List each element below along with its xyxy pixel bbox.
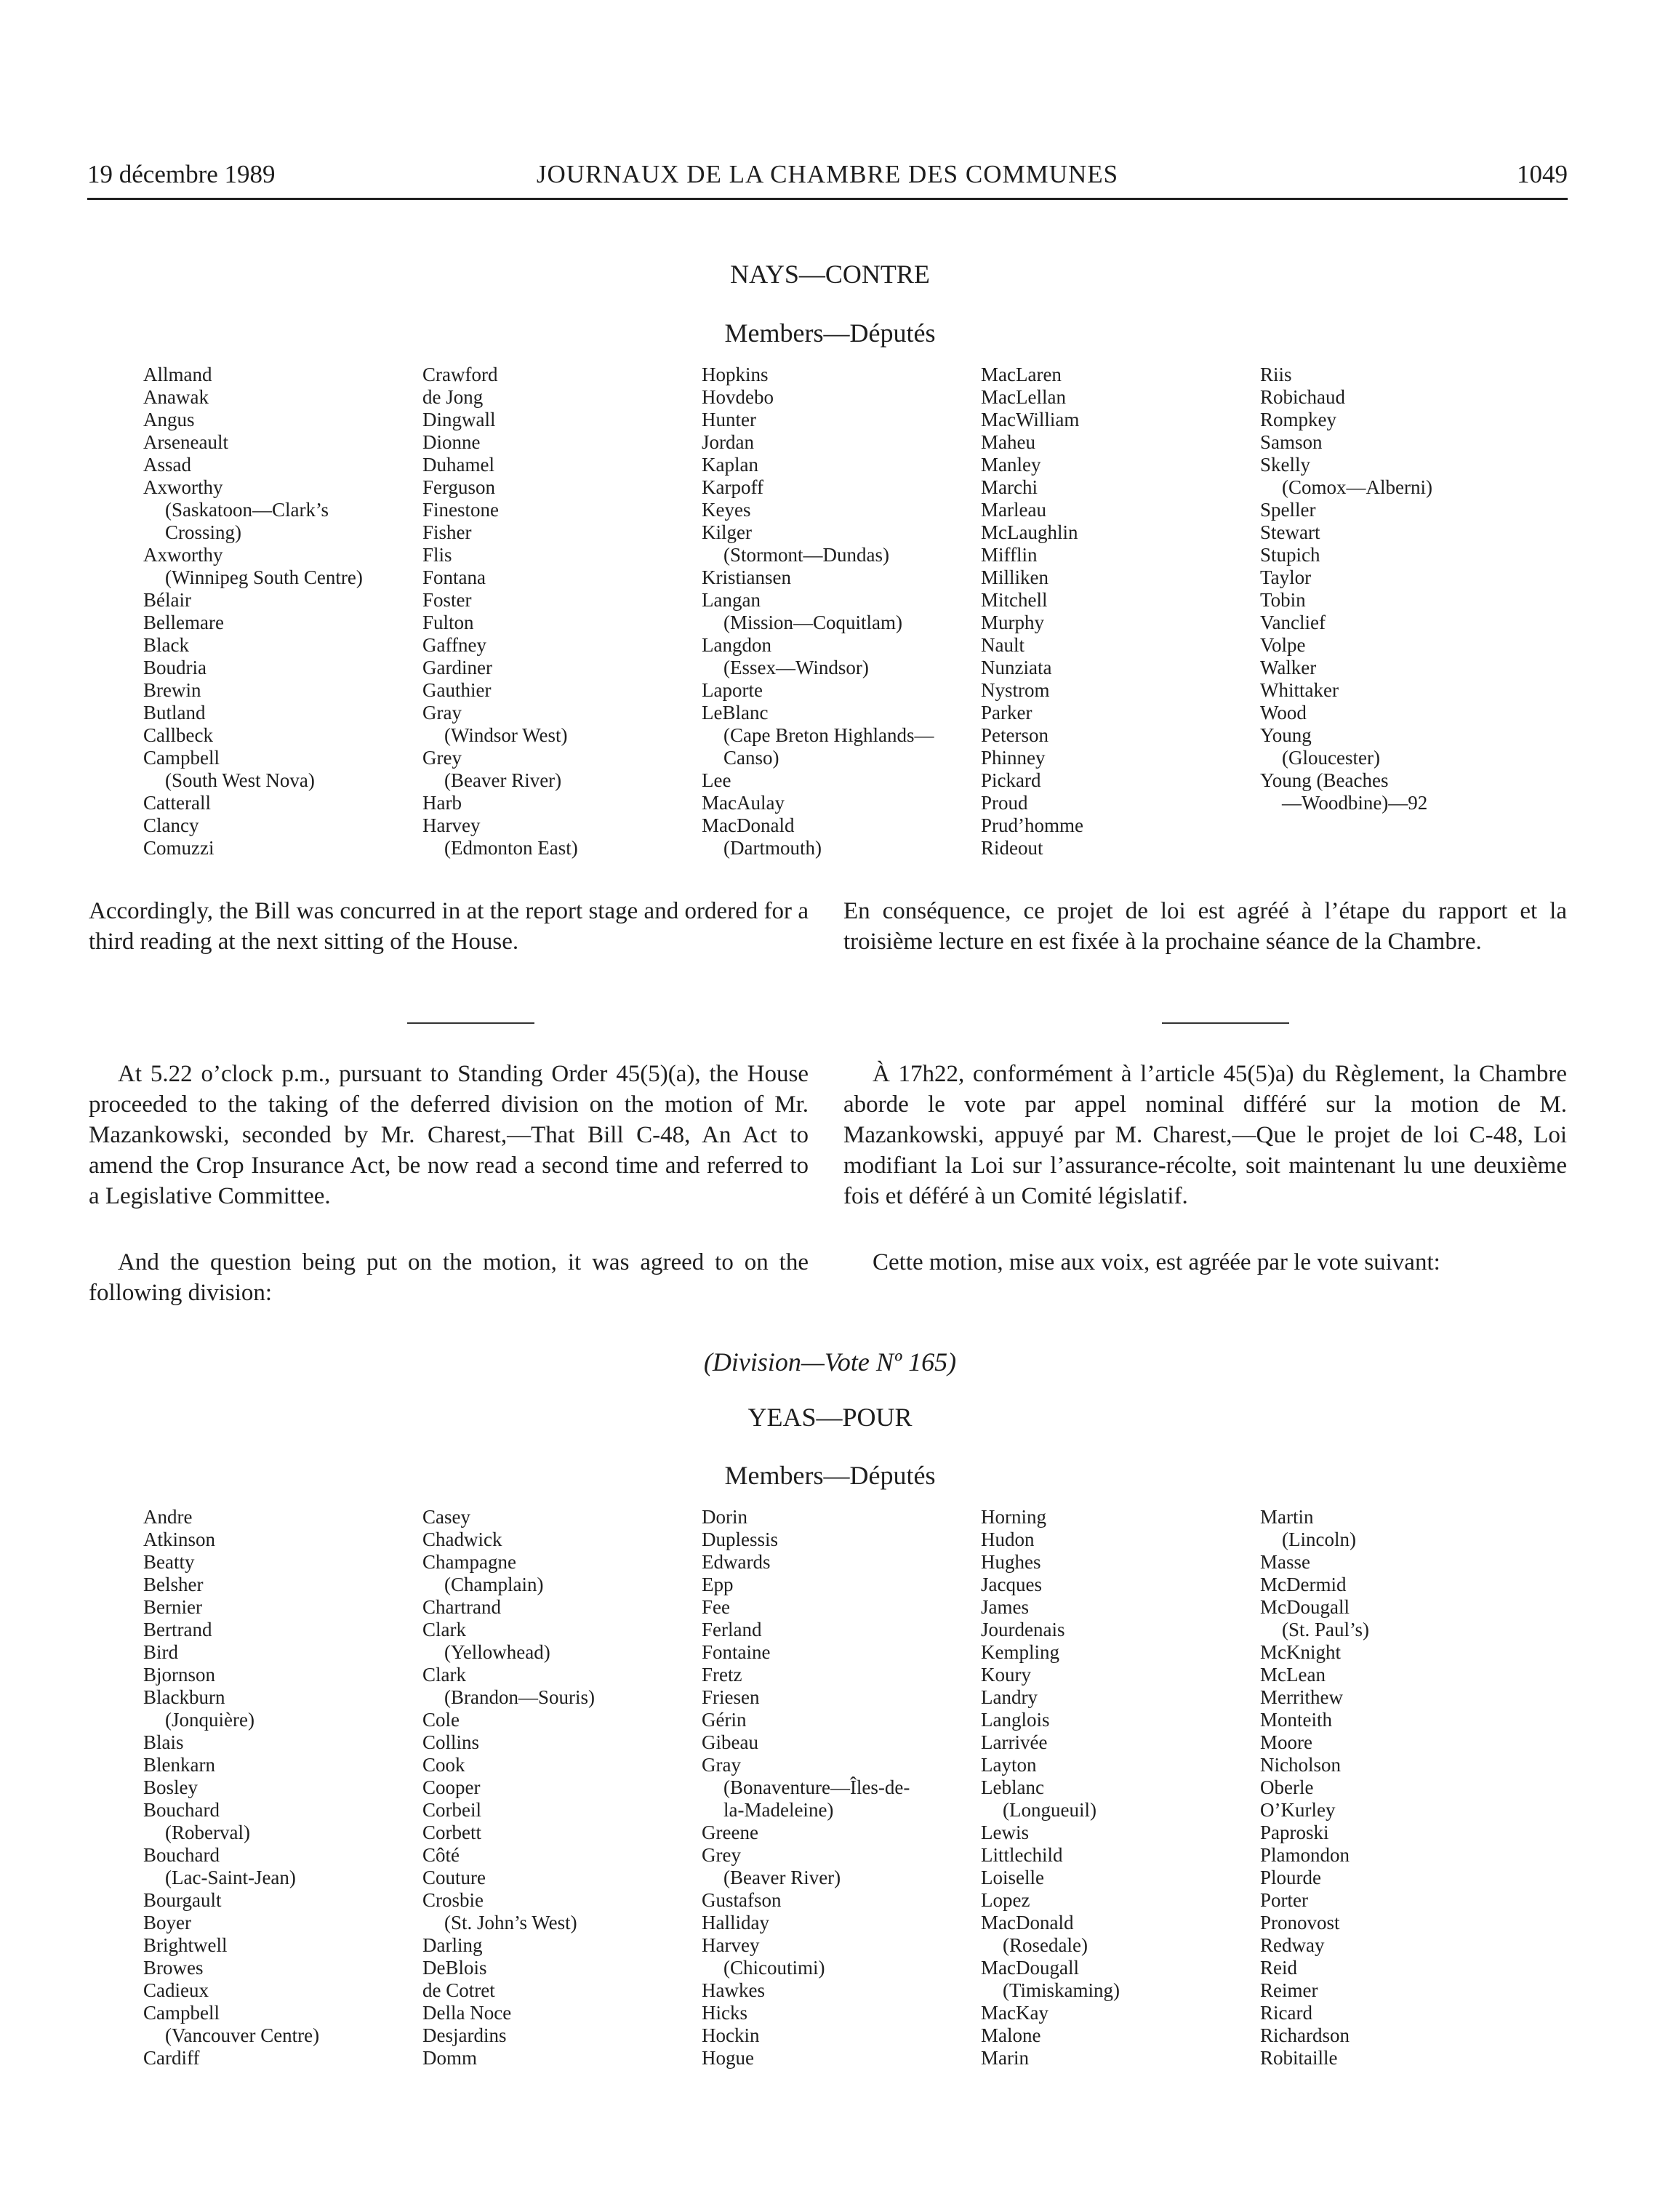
paragraph-fr-question: Cette motion, mise aux voix, est agréée par le vote suivant: — [873, 1249, 1440, 1275]
member-name: Bjornson — [143, 1664, 216, 1686]
member-name: Darling — [422, 1934, 483, 1956]
member-name: Cardiff — [143, 2047, 200, 2069]
member-name: Hicks — [702, 2002, 747, 2024]
member-name: Bouchard — [143, 1799, 220, 1821]
member-name: (Edmonton East) — [444, 837, 578, 859]
member-name: (Essex—Windsor) — [723, 657, 869, 678]
member-name: Loiselle — [981, 1867, 1044, 1888]
member-name: Richardson — [1260, 2024, 1350, 2046]
member-name: Crosbie — [422, 1889, 484, 1911]
member-name: (Lincoln) — [1282, 1528, 1356, 1550]
member-name: O’Kurley — [1260, 1799, 1336, 1821]
member-name: Jacques — [981, 1574, 1042, 1595]
member-name: Lopez — [981, 1889, 1030, 1911]
member-name: Jourdenais — [981, 1619, 1065, 1640]
member-name: Gaffney — [422, 634, 486, 656]
member-name: Crossing) — [165, 521, 242, 543]
member-name: Axworthy — [143, 544, 223, 566]
member-name: (Brandon—Souris) — [444, 1686, 595, 1708]
member-name: Porter — [1260, 1889, 1308, 1911]
member-name: Plourde — [1260, 1867, 1321, 1888]
member-name: Della Noce — [422, 2002, 512, 2024]
member-name: Bouchard — [143, 1844, 220, 1866]
member-name: (Mission—Coquitlam) — [723, 612, 903, 633]
member-name: Edwards — [702, 1551, 771, 1573]
member-name: Butland — [143, 702, 206, 724]
member-name: de Cotret — [422, 1979, 495, 2001]
member-name: Cole — [422, 1709, 460, 1731]
member-name: MacLaren — [981, 364, 1062, 385]
member-name: Campbell — [143, 2002, 220, 2024]
member-name: Angus — [143, 409, 195, 430]
member-name: Clark — [422, 1664, 466, 1686]
header-page-number: 1049 — [1517, 160, 1568, 188]
member-name: Chadwick — [422, 1528, 502, 1550]
member-name: Stupich — [1260, 544, 1320, 566]
member-name: Koury — [981, 1664, 1031, 1686]
yeas-column — [1260, 1506, 1539, 2069]
member-name: Nunziata — [981, 657, 1052, 678]
member-name: Gérin — [702, 1709, 747, 1731]
member-name: McLean — [1260, 1664, 1326, 1686]
member-name: Andre — [143, 1506, 193, 1528]
member-name: (Lac-Saint-Jean) — [165, 1867, 296, 1888]
member-name: Reid — [1260, 1957, 1297, 1979]
member-name: Kristiansen — [702, 566, 791, 588]
member-name: MacAulay — [702, 792, 785, 814]
member-name: Walker — [1260, 657, 1317, 678]
member-name: Kempling — [981, 1641, 1059, 1663]
member-name: Moore — [1260, 1731, 1312, 1753]
member-name: Champagne — [422, 1551, 516, 1573]
member-name: (Chicoutimi) — [723, 1957, 825, 1979]
member-name: Redway — [1260, 1934, 1325, 1956]
member-name: Hughes — [981, 1551, 1041, 1573]
yeas-subheading: Members—Députés — [724, 1461, 936, 1490]
member-name: (Gloucester) — [1282, 747, 1380, 769]
member-name: Hunter — [702, 409, 756, 430]
member-name: Harb — [422, 792, 462, 814]
member-name: Dionne — [422, 431, 481, 453]
member-name: (Bonaventure—Îles-de- — [723, 1776, 910, 1798]
member-name: Duplessis — [702, 1528, 779, 1550]
member-name: Layton — [981, 1754, 1037, 1776]
member-name: McDougall — [1260, 1596, 1350, 1618]
member-name: Kilger — [702, 521, 752, 543]
member-name: Pickard — [981, 769, 1041, 791]
member-name: Corbett — [422, 1822, 481, 1843]
member-name: Hovdebo — [702, 386, 774, 408]
member-name: MacWilliam — [981, 409, 1080, 430]
member-name: (South West Nova) — [165, 769, 315, 791]
member-name: Prud’homme — [981, 814, 1083, 836]
member-name: Larrivée — [981, 1731, 1048, 1753]
nays-heading: NAYS—CONTRE — [730, 260, 930, 289]
member-name: Grey — [422, 747, 462, 769]
member-name: Martin — [1260, 1506, 1314, 1528]
member-name: Keyes — [702, 499, 751, 521]
member-name: Robitaille — [1260, 2047, 1338, 2069]
member-name: James — [981, 1596, 1029, 1618]
member-name: (Stormont—Dundas) — [723, 544, 889, 566]
member-name: Samson — [1260, 431, 1323, 453]
nays-member-list — [143, 364, 1539, 859]
member-name: Bird — [143, 1641, 179, 1663]
member-name: (Winnipeg South Centre) — [165, 566, 363, 588]
member-name: Plamondon — [1260, 1844, 1350, 1866]
member-name: Brewin — [143, 679, 201, 701]
member-name: Lewis — [981, 1822, 1029, 1843]
member-name: Anawak — [143, 386, 209, 408]
member-name: Oberle — [1260, 1776, 1314, 1798]
member-name: (Jonquière) — [165, 1709, 254, 1731]
member-name: Clark — [422, 1619, 466, 1640]
member-name: Wood — [1260, 702, 1307, 724]
member-name: Robichaud — [1260, 386, 1345, 408]
member-name: de Jong — [422, 386, 484, 408]
member-name: (Champlain) — [444, 1574, 544, 1595]
page-header — [87, 160, 1568, 200]
member-name: (Beaver River) — [723, 1867, 841, 1888]
member-name: Langdon — [702, 634, 771, 656]
yeas-heading: YEAS—POUR — [747, 1403, 913, 1432]
member-name: Jordan — [702, 431, 754, 453]
section-divider-left — [407, 1022, 534, 1024]
member-name: Black — [143, 634, 189, 656]
nays-column — [143, 364, 422, 859]
member-name: Brightwell — [143, 1934, 228, 1956]
member-name: Cadieux — [143, 1979, 209, 2001]
member-name: Domm — [422, 2047, 478, 2069]
section-divider-right — [1162, 1022, 1289, 1024]
member-name: MacDougall — [981, 1957, 1079, 1979]
member-name: (Longueuil) — [1003, 1799, 1096, 1821]
member-name: Axworthy — [143, 476, 223, 498]
member-name: Whittaker — [1260, 679, 1339, 701]
member-name: Bourgault — [143, 1889, 222, 1911]
member-name: MacDonald — [981, 1912, 1074, 1934]
member-name: Foster — [422, 589, 472, 611]
member-name: Skelly — [1260, 454, 1311, 476]
member-name: Manley — [981, 454, 1041, 476]
member-name: Rideout — [981, 837, 1043, 859]
member-name: DeBlois — [422, 1957, 487, 1979]
member-name: MacDonald — [702, 814, 795, 836]
member-name: Paproski — [1260, 1822, 1329, 1843]
member-name: Comuzzi — [143, 837, 214, 859]
member-name: Casey — [422, 1506, 470, 1528]
member-name: Tobin — [1260, 589, 1306, 611]
member-name: Ferland — [702, 1619, 762, 1640]
member-name: Gauthier — [422, 679, 492, 701]
member-name: Assad — [143, 454, 191, 476]
header-title: JOURNAUX DE LA CHAMBRE DES COMMUNES — [536, 160, 1119, 188]
member-name: Boudria — [143, 657, 207, 678]
nays-column — [702, 364, 981, 859]
member-name: Parker — [981, 702, 1033, 724]
member-name: Belsher — [143, 1574, 204, 1595]
member-name: Cooper — [422, 1776, 481, 1798]
member-name: Flis — [422, 544, 452, 566]
member-name: Marin — [981, 2047, 1029, 2069]
paragraph-en-deferred-division: At 5.22 o’clock p.m., pursuant to Standing Order 45(5)(a), the House proceeded to the taking of the deferred division on the motion of Mr. Mazankowski, seconded by Mr. Charest,—That Bill C-48, An Act to amend the Crop Insurance Act, be now read a second time and referred to a Legislative Committee. — [89, 1061, 809, 1209]
member-name: Côté — [422, 1844, 460, 1866]
member-name: Malone — [981, 2024, 1041, 2046]
member-name: Reimer — [1260, 1979, 1318, 2001]
member-name: Chartrand — [422, 1596, 501, 1618]
member-name: Marchi — [981, 476, 1038, 498]
member-name: Atkinson — [143, 1528, 216, 1550]
member-name: Desjardins — [422, 2024, 507, 2046]
member-name: Blackburn — [143, 1686, 225, 1708]
member-name: (Roberval) — [165, 1822, 250, 1843]
member-name: Corbeil — [422, 1799, 481, 1821]
member-name: Proud — [981, 792, 1028, 814]
member-name: (Cape Breton Highlands— — [723, 724, 934, 746]
member-name: Langlois — [981, 1709, 1050, 1731]
member-name: (Timiskaming) — [1003, 1979, 1120, 2001]
member-name: Murphy — [981, 612, 1044, 633]
member-name: Browes — [143, 1957, 204, 1979]
member-name: Merrithew — [1260, 1686, 1343, 1708]
member-name: Bernier — [143, 1596, 202, 1618]
member-name: Gustafson — [702, 1889, 782, 1911]
member-name: Fisher — [422, 521, 472, 543]
member-name: Nystrom — [981, 679, 1050, 701]
member-name: Lee — [702, 769, 731, 791]
member-name: Grey — [702, 1844, 741, 1866]
member-name: Greene — [702, 1822, 758, 1843]
member-name: Hockin — [702, 2024, 760, 2046]
member-name: Fontaine — [702, 1641, 771, 1663]
member-name: Karpoff — [702, 476, 763, 498]
member-name: Cook — [422, 1754, 465, 1776]
member-name: Milliken — [981, 566, 1048, 588]
member-name: Bertrand — [143, 1619, 212, 1640]
member-name: (Yellowhead) — [444, 1641, 550, 1663]
member-name: Bélair — [143, 589, 191, 611]
member-name: Ferguson — [422, 476, 496, 498]
member-name: Laporte — [702, 679, 763, 701]
member-name: Clancy — [143, 814, 199, 836]
member-name: Finestone — [422, 499, 499, 521]
member-name: McKnight — [1260, 1641, 1341, 1663]
member-name: Horning — [981, 1506, 1046, 1528]
paragraph-en-question: And the question being put on the motion, it was agreed to on the following division: — [89, 1249, 809, 1306]
member-name: McLaughlin — [981, 521, 1078, 543]
member-name: Masse — [1260, 1551, 1310, 1573]
member-name: Mifflin — [981, 544, 1038, 566]
member-name: Catterall — [143, 792, 211, 814]
member-name: Pronovost — [1260, 1912, 1340, 1934]
member-name: —Woodbine)—92 — [1282, 792, 1428, 814]
yeas-member-list — [143, 1506, 1539, 2069]
yeas-column — [981, 1506, 1260, 2069]
member-name: Dorin — [702, 1506, 747, 1528]
header-date: 19 décembre 1989 — [87, 160, 276, 188]
member-name: Gray — [422, 702, 462, 724]
member-name: Canso) — [723, 747, 779, 769]
member-name: Bosley — [143, 1776, 199, 1798]
member-name: Dingwall — [422, 409, 496, 430]
member-name: Hopkins — [702, 364, 769, 385]
member-name: Gardiner — [422, 657, 492, 678]
member-name: Taylor — [1260, 566, 1312, 588]
member-name: Langan — [702, 589, 761, 611]
member-name: (Dartmouth) — [723, 837, 822, 859]
member-name: Beatty — [143, 1551, 195, 1573]
member-name: Rompkey — [1260, 409, 1336, 430]
member-name: Marleau — [981, 499, 1046, 521]
member-name: Hogue — [702, 2047, 754, 2069]
division-number: (Division—Vote Nº 165) — [703, 1347, 957, 1377]
member-name: Arseneault — [143, 431, 228, 453]
member-name: (St. John’s West) — [444, 1912, 577, 1934]
member-name: Vanclief — [1260, 612, 1326, 633]
member-name: Blais — [143, 1731, 184, 1753]
member-name: Riis — [1260, 364, 1292, 385]
member-name: Harvey — [422, 814, 481, 836]
member-name: Monteith — [1260, 1709, 1332, 1731]
yeas-column — [422, 1506, 702, 2069]
member-name: (Windsor West) — [444, 724, 568, 746]
member-name: Callbeck — [143, 724, 213, 746]
member-name: (Vancouver Centre) — [165, 2024, 320, 2046]
member-name: Blenkarn — [143, 1754, 215, 1776]
member-name: (Saskatoon—Clark’s — [165, 499, 329, 521]
member-name: Nault — [981, 634, 1025, 656]
member-name: Gray — [702, 1754, 741, 1776]
member-name: (St. Paul’s) — [1282, 1619, 1370, 1640]
member-name: Hudon — [981, 1528, 1035, 1550]
member-name: Bellemare — [143, 612, 224, 633]
member-name: Fee — [702, 1596, 730, 1618]
member-name: McDermid — [1260, 1574, 1347, 1595]
member-name: Gibeau — [702, 1731, 758, 1753]
yeas-column — [702, 1506, 981, 2069]
member-name: Friesen — [702, 1686, 760, 1708]
member-name: (Beaver River) — [444, 769, 562, 791]
paragraph-en-concurred: Accordingly, the Bill was concurred in at the report stage and ordered for a third reading at the next sitting of the House. — [89, 898, 809, 955]
member-name: Landry — [981, 1686, 1038, 1708]
paragraph-fr-deferred-division: À 17h22, conformément à l’article 45(5)a) du Règlement, la Chambre aborde le vote par appel nominal différé sur la motion de M. Mazankowski, appuyé par M. Charest,—Que le projet de loi C-48, Loi modifiant la Loi sur l’assurance-récolte, soit maintenant lu une deuxième fois et déféré à un Comité législatif. — [843, 1061, 1567, 1209]
member-name: Maheu — [981, 431, 1035, 453]
member-name: Fontana — [422, 566, 486, 588]
member-name: Epp — [702, 1574, 734, 1595]
yeas-column — [143, 1506, 422, 2069]
member-name: Leblanc — [981, 1776, 1044, 1798]
member-name: Young (Beaches — [1260, 769, 1389, 791]
member-name: (Rosedale) — [1003, 1934, 1088, 1956]
member-name: Fulton — [422, 612, 474, 633]
member-name: Fretz — [702, 1664, 742, 1686]
nays-column — [981, 364, 1260, 859]
member-name: Harvey — [702, 1934, 760, 1956]
member-name: Littlechild — [981, 1844, 1063, 1866]
member-name: Halliday — [702, 1912, 769, 1934]
member-name: Young — [1260, 724, 1312, 746]
member-name: Speller — [1260, 499, 1316, 521]
member-name: Mitchell — [981, 589, 1048, 611]
member-name: MacLellan — [981, 386, 1066, 408]
member-name: Campbell — [143, 747, 220, 769]
member-name: Couture — [422, 1867, 486, 1888]
member-name: Allmand — [143, 364, 212, 385]
member-name: Hawkes — [702, 1979, 765, 2001]
member-name: Crawford — [422, 364, 498, 385]
member-name: Duhamel — [422, 454, 494, 476]
nays-column — [422, 364, 702, 859]
member-name: Boyer — [143, 1912, 191, 1934]
member-name: Peterson — [981, 724, 1048, 746]
member-name: la-Madeleine) — [723, 1799, 834, 1821]
member-name: Nicholson — [1260, 1754, 1341, 1776]
member-name: Phinney — [981, 747, 1046, 769]
nays-column — [1260, 364, 1539, 859]
member-name: Volpe — [1260, 634, 1306, 656]
member-name: Ricard — [1260, 2002, 1312, 2024]
member-name: Collins — [422, 1731, 480, 1753]
member-name: (Comox—Alberni) — [1282, 476, 1432, 498]
member-name: LeBlanc — [702, 702, 769, 724]
member-name: MacKay — [981, 2002, 1048, 2024]
paragraph-fr-concurred: En conséquence, ce projet de loi est agréé à l’étape du rapport et la troisième lecture en est fixée à la prochaine séance de la Chambre. — [843, 898, 1567, 955]
member-name: Kaplan — [702, 454, 758, 476]
nays-subheading: Members—Députés — [724, 318, 936, 348]
member-name: Stewart — [1260, 521, 1320, 543]
